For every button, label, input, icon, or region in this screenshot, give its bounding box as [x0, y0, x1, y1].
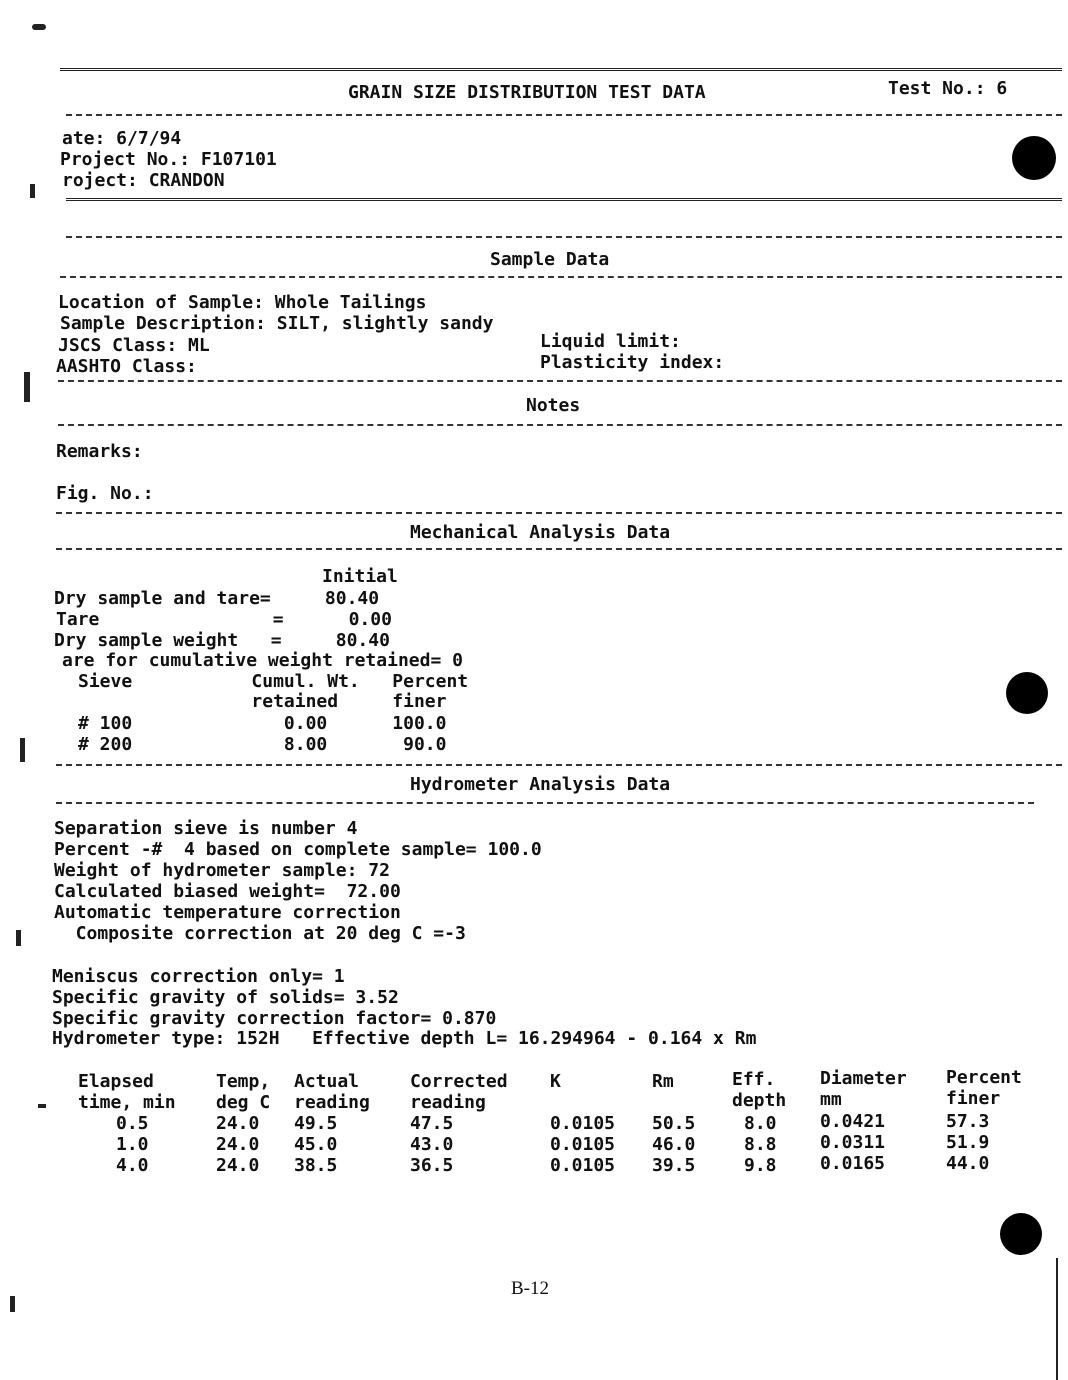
column-header: reading	[294, 1092, 370, 1113]
hydrometer-line: Specific gravity correction factor= 0.870	[52, 1008, 497, 1029]
figure-number-label: Fig. No.:	[56, 483, 154, 504]
page-title: GRAIN SIZE DISTRIBUTION TEST DATA	[348, 82, 706, 103]
scan-mark	[16, 930, 21, 946]
table-cell: 24.0	[216, 1155, 260, 1176]
divider	[60, 276, 1062, 278]
divider	[58, 424, 1062, 426]
table-cell: 46.0	[652, 1134, 696, 1155]
project-name: roject: CRANDON	[62, 170, 225, 191]
aashto-class: AASHTO Class:	[56, 356, 197, 377]
table-cell: 9.8	[744, 1155, 777, 1176]
cumulative-tare: are for cumulative weight retained= 0	[62, 650, 463, 671]
table-cell: 51.9	[946, 1132, 990, 1153]
column-header: Elapsed	[78, 1071, 154, 1092]
sieve-table-header: Sieve Cumul. Wt. Percent	[78, 671, 469, 692]
table-cell: 0.0311	[820, 1132, 886, 1153]
table-cell: 43.0	[410, 1134, 454, 1155]
table-cell: 0.0105	[550, 1134, 616, 1155]
table-cell: 45.0	[294, 1134, 338, 1155]
scan-mark	[20, 738, 25, 762]
table-cell: 4.0	[116, 1155, 149, 1176]
table-cell: 0.5	[116, 1113, 149, 1134]
table-cell: 8.0	[744, 1113, 777, 1134]
table-cell: 8.8	[744, 1134, 777, 1155]
divider	[58, 380, 1062, 382]
hydrometer-line: Hydrometer type: 152H Effective depth L= 16.294964 - 0.164 x Rm	[52, 1028, 757, 1049]
divider	[56, 548, 1062, 550]
table-row: # 100 0.00 100.0	[78, 713, 447, 734]
sieve-table-header: retained finer	[78, 691, 447, 712]
table-cell: 24.0	[216, 1113, 260, 1134]
punch-hole-icon	[1000, 1213, 1042, 1255]
hydrometer-heading: Hydrometer Analysis Data	[410, 774, 671, 795]
uscs-class: JSCS Class: ML	[58, 335, 210, 356]
plasticity-index: Plasticity index:	[540, 352, 725, 373]
sample-location: Location of Sample: Whole Tailings	[58, 292, 427, 313]
table-cell: 0.0421	[820, 1111, 886, 1132]
header-rule-top	[60, 68, 1062, 75]
sample-description: Sample Description: SILT, slightly sandy	[60, 313, 494, 334]
liquid-limit: Liquid limit:	[540, 331, 681, 352]
hydrometer-line: Specific gravity of solids= 3.52	[52, 987, 399, 1008]
sample-data-heading: Sample Data	[490, 249, 610, 270]
table-cell: 44.0	[946, 1153, 990, 1174]
notes-heading: Notes	[526, 395, 581, 416]
table-cell: 0.0165	[820, 1153, 886, 1174]
column-header: Eff.	[732, 1069, 776, 1090]
page-number: B-12	[511, 1278, 549, 1299]
scan-mark	[10, 1296, 15, 1312]
scan-mark	[32, 24, 46, 30]
dry-sample-tare: Dry sample and tare= 80.40	[54, 588, 380, 609]
column-header: finer	[946, 1088, 1001, 1109]
column-header: mm	[820, 1089, 842, 1110]
hydrometer-line: Separation sieve is number 4	[54, 818, 358, 839]
table-cell: 0.0105	[550, 1113, 616, 1134]
table-cell: 57.3	[946, 1111, 990, 1132]
column-header: depth	[732, 1090, 787, 1111]
hydrometer-line: Automatic temperature correction	[54, 902, 401, 923]
divider	[56, 764, 1062, 766]
header-rule-bottom	[66, 198, 1062, 205]
hydrometer-line: Percent -# 4 based on complete sample= 100.0	[54, 839, 542, 860]
table-cell: 24.0	[216, 1134, 260, 1155]
table-cell: 38.5	[294, 1155, 338, 1176]
column-header: Actual	[294, 1071, 360, 1092]
punch-hole-icon	[1006, 672, 1048, 714]
column-header: Diameter	[820, 1068, 907, 1089]
scan-mark	[38, 1104, 46, 1108]
column-header: time, min	[78, 1092, 176, 1113]
hydrometer-line: Calculated biased weight= 72.00	[54, 881, 401, 902]
table-cell: 49.5	[294, 1113, 338, 1134]
scan-mark	[30, 184, 35, 198]
column-header: reading	[410, 1092, 486, 1113]
hydrometer-line: Weight of hydrometer sample: 72	[54, 860, 390, 881]
column-header: Percent	[946, 1067, 1022, 1088]
divider	[66, 114, 1062, 116]
column-header: Corrected	[410, 1071, 508, 1092]
divider	[56, 802, 1034, 804]
table-row: # 200 8.00 90.0	[78, 734, 447, 755]
scan-mark	[24, 372, 30, 402]
test-date: ate: 6/7/94	[62, 128, 182, 149]
test-number: Test No.: 6	[888, 78, 1008, 99]
divider	[66, 236, 1062, 238]
hydrometer-line: Composite correction at 20 deg C =-3	[54, 923, 466, 944]
table-cell: 50.5	[652, 1113, 696, 1134]
table-cell: 1.0	[116, 1134, 149, 1155]
table-cell: 39.5	[652, 1155, 696, 1176]
column-header: Temp,	[216, 1071, 271, 1092]
column-header: Rm	[652, 1071, 674, 1092]
dry-sample-weight: Dry sample weight = 80.40	[54, 630, 390, 651]
hydrometer-line: Meniscus correction only= 1	[52, 966, 345, 987]
table-cell: 36.5	[410, 1155, 454, 1176]
mechanical-heading: Mechanical Analysis Data	[410, 522, 671, 543]
remarks-label: Remarks:	[56, 441, 143, 462]
tare-value: Tare = 0.00	[56, 609, 392, 630]
divider	[56, 512, 1062, 514]
scan-edge	[1056, 1258, 1058, 1380]
initial-label: Initial	[322, 566, 398, 587]
table-cell: 0.0105	[550, 1155, 616, 1176]
column-header: K	[550, 1071, 561, 1092]
table-cell: 47.5	[410, 1113, 454, 1134]
column-header: deg C	[216, 1092, 271, 1113]
project-number: Project No.: F107101	[60, 149, 277, 170]
punch-hole-icon	[1012, 136, 1056, 180]
